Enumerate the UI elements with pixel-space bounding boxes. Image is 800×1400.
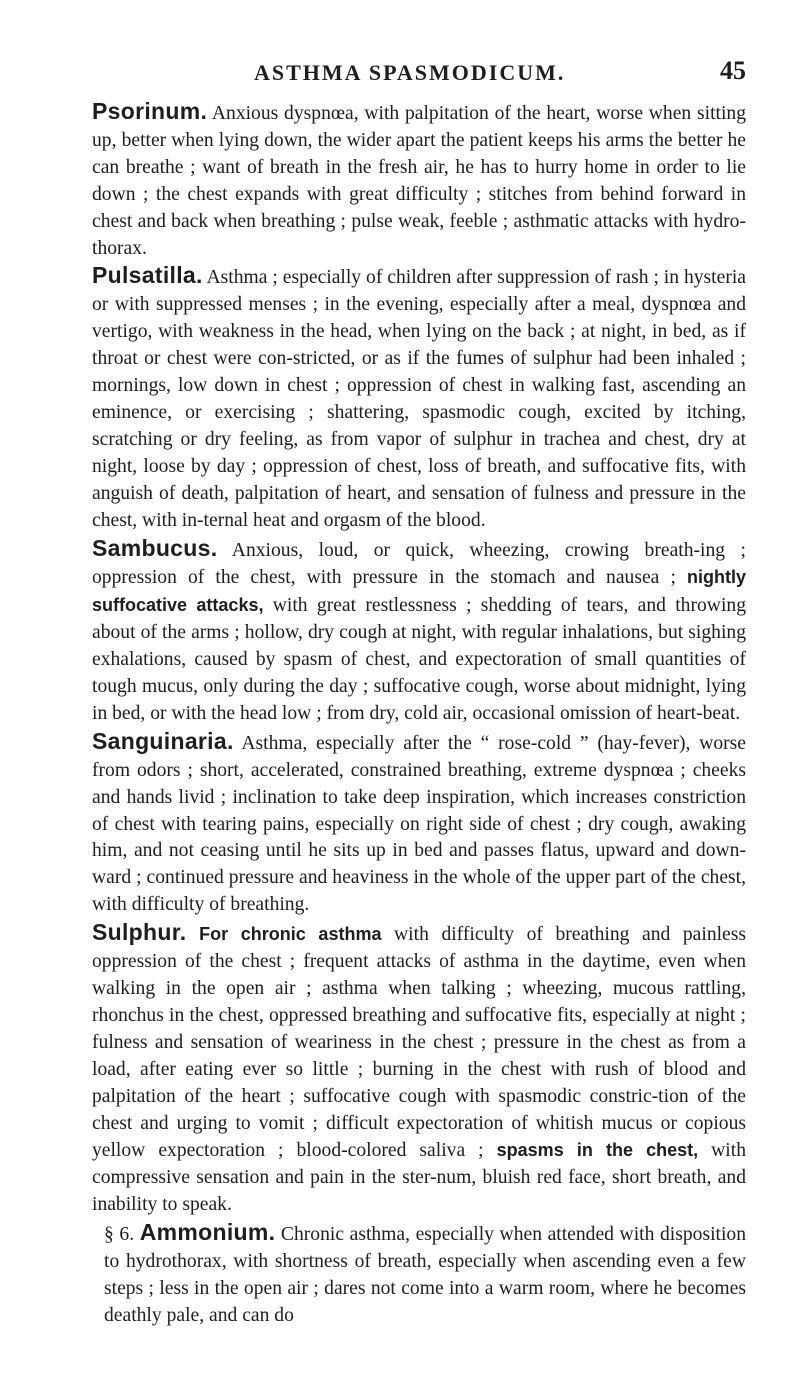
remedy-name: Psorinum. [92, 98, 208, 124]
entry-emphasis: nightly suffocative attacks, [92, 567, 746, 616]
page-header [92, 56, 746, 98]
entry-sambucus [92, 535, 746, 728]
page-number: 45 [720, 56, 746, 85]
remedy-name: Sulphur. [92, 919, 187, 946]
entry-text: Anxious, loud, or quick, wheezing, crowing breath-ing ; oppression of the chest, with pressure in the stomach and nausea ; [92, 539, 746, 589]
entry-ammonium [92, 1219, 746, 1330]
entry-sulphur [92, 919, 746, 1219]
entry-emphasis: spasms in the chest, [496, 1140, 699, 1161]
entry-pulsatilla [92, 262, 746, 534]
entry-text: with great restlessness ; shedding of tears, and throwing about of the arms ; hollow, dry cough at night, with regular inhalations, but sighing exhalations, caused by spasm of chest, and expectoration of small quantities of tough mucus, only during the day ; suffocative cough, worse about midnight, lying in bed, or with the head low ; from dry, cold air, occasional omission of heart-beat. [92, 595, 746, 724]
running-title: ASTHMA SPASMODICUM. [254, 60, 566, 85]
entry-psorinum [92, 98, 746, 262]
entry-text: Asthma ; especially of children after suppression of rash ; in hysteria or with suppressed menses ; in the evening, especially after a meal, dyspnœa and vertigo, with weakness in the head, when lying on the back ; at night, in bed, as if throat or chest were con-stricted, or as if the fumes of sulphur had been inhaled ; mornings, low down in chest ; oppression of chest in walking fast, ascending an eminence, or exercising ; shattering, spasmodic cough, excited by itching, scratching or dry feeling, as from vapor of sulphur in trachea and chest, dry at night, loose by day ; oppression of chest, loss of breath, and suffocative fits, with anguish of death, palpitation of heart, and sensation of fulness and pressure in the chest, with in-ternal heat and orgasm of the blood. [92, 267, 746, 531]
entry-sanguinaria [92, 728, 746, 919]
entry-text: with difficulty of breathing and painless oppression of the chest ; frequent attacks of asthma in the daytime, even when walking in the open air ; asthma when talking ; wheezing, mucous rattling, rhonchus in the chest, oppressed breathing and suffocative fits, especially at night ; fulness and sensation of weariness in the chest ; pressure in the chest as from a load, after eating ever so little ; burning in the chest with rush of blood and palpitation of the heart ; suffocative cough with spasmodic constric-tion of the chest and urging to vomit ; difficult expectoration of whitish mucus or copious yellow expectoration ; blood-colored saliva ; [92, 924, 747, 1162]
page-body [92, 98, 746, 1330]
entry-text: Asthma, especially after the “ rose-cold ” (hay-fever), worse from odors ; short, accelerated, constrained breathing, extreme dyspnœa ; cheeks and hands livid ; inclination to take deep inspiration, which increases constriction of chest with tearing pains, especially on right side of chest ; dry cough, awaking him, and not ceasing until he sits up in bed and passes flatus, upward and down-ward ; continued pressure and heaviness in the whole of the upper part of the chest, with difficulty of breathing. [92, 732, 746, 916]
entry-text: Chronic asthma, especially when attended with disposition to hydrothorax, with shortness of breath, especially when ascending even a few steps ; less in the open air ; dares not come into a warm room, where he becomes deathly pale, and can do [104, 1224, 746, 1326]
entry-emphasis: For chronic asthma [186, 924, 382, 945]
remedy-name: Pulsatilla. [92, 262, 203, 289]
remedy-name: Sambucus. [92, 534, 218, 561]
section-number: § 6. [104, 1224, 140, 1246]
remedy-name: Ammonium. [139, 1219, 276, 1246]
entry-text: Anxious dyspnœa, with palpitation of the heart, worse when sitting up, better when lying down, the wider apart the patient keeps his arms the better he can breathe ; want of breath in the fresh air, he has to hurry home in order to lie down ; the chest expands with great difficulty ; stitches from behind forward in chest and back when breathing ; pulse weak, feeble ; asthmatic attacks with hydro-thorax. [92, 103, 746, 259]
entry-text: with compressive sensation and pain in the ster-num, bluish red face, short breath, and inability to speak. [92, 1140, 746, 1216]
remedy-name: Sanguinaria. [92, 727, 234, 754]
